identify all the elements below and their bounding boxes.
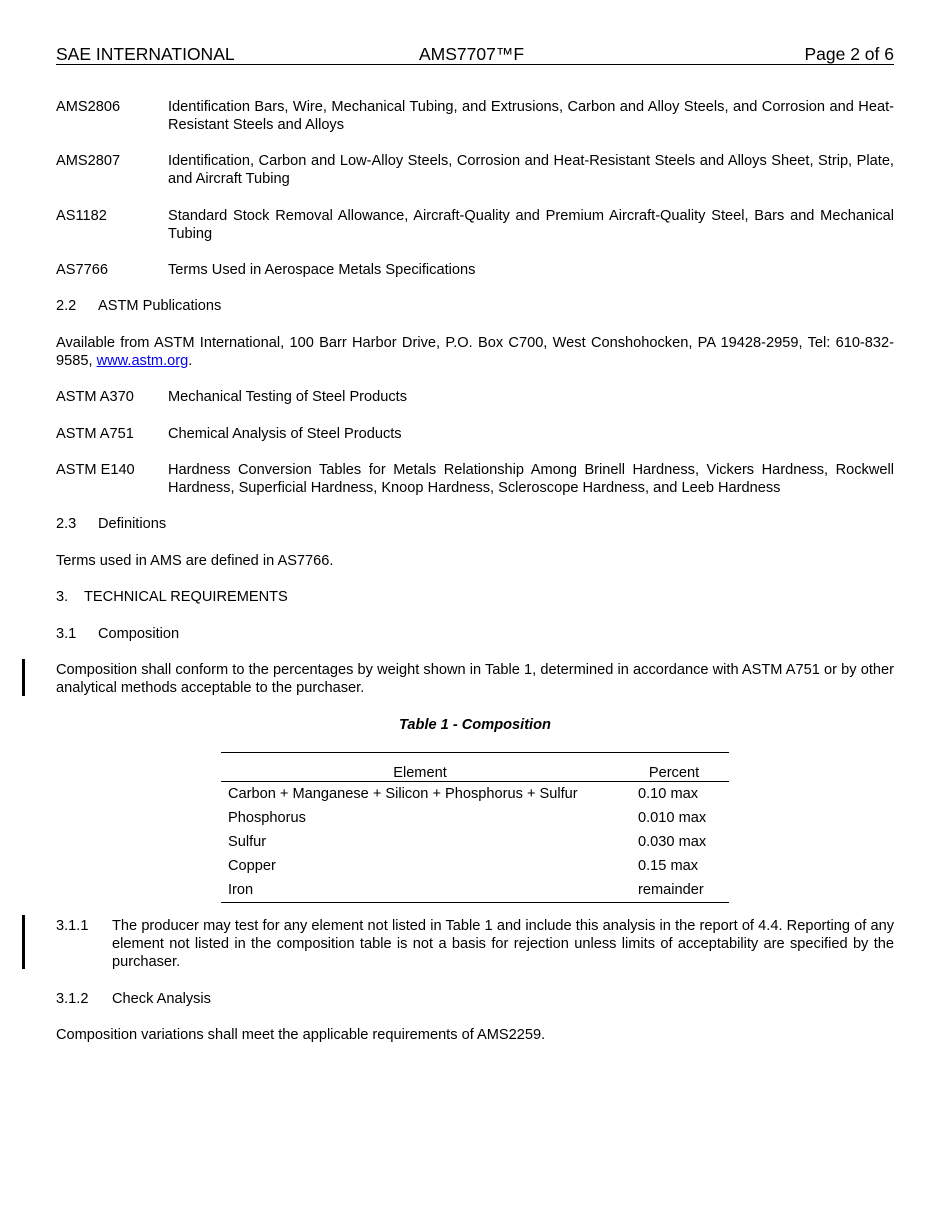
composition-paragraph: Composition shall conform to the percentages by weight shown in Table 1, determined in accordance with ASTM A751 or by other analytical methods acceptable to the purchaser. — [56, 662, 894, 696]
section-number: 3.1.2 — [56, 991, 89, 1007]
percent-cell: 0.010 max — [638, 810, 707, 826]
reference-entry — [56, 261, 894, 279]
astm-availability-paragraph — [56, 334, 894, 370]
reference-code: ASTM E140 — [56, 462, 135, 478]
section-number: 3. — [56, 589, 69, 605]
table-row — [221, 854, 729, 878]
reference-title: Identification Bars, Wire, Mechanical Tubing, and Extrusions, Carbon and Alloy Steels, and Corrosion and Heat-Resistant Steels and Alloys — [168, 99, 894, 133]
element-cell: Copper — [228, 858, 276, 874]
table-header-row — [221, 753, 729, 782]
section-number: 2.2 — [56, 298, 77, 314]
astm-website-link[interactable]: www.astm.org — [96, 353, 189, 369]
reference-entry — [56, 207, 894, 243]
reference-entry — [56, 152, 894, 188]
reference-code: AMS2807 — [56, 153, 121, 169]
percent-cell: 0.030 max — [638, 834, 707, 850]
section-heading-2-2 — [56, 297, 894, 315]
section-heading-2-3 — [56, 515, 894, 533]
reference-code: ASTM A751 — [56, 426, 134, 442]
change-bar-3-1 — [22, 659, 25, 696]
reference-title: Standard Stock Removal Allowance, Aircraft-Quality and Premium Aircraft-Quality Steel, Bars and Mechanical Tubing — [168, 208, 894, 242]
section-title: Definitions — [98, 516, 167, 532]
section-heading-3 — [56, 588, 894, 606]
reference-entry — [56, 461, 894, 497]
percent-cell: remainder — [619, 878, 729, 903]
table-row — [221, 782, 729, 807]
column-header-element: Element — [221, 753, 619, 782]
table-row — [221, 830, 729, 854]
reference-code: AMS2806 — [56, 99, 121, 115]
column-header-percent: Percent — [619, 753, 729, 782]
page-header — [56, 44, 894, 65]
element-cell: Carbon + Manganese + Silicon + Phosphorus + Sulfur — [228, 786, 578, 802]
section-title: ASTM Publications — [98, 298, 222, 314]
section-number: 3.1 — [56, 626, 77, 642]
section-text: The producer may test for any element not listed in Table 1 and include this analysis in the report of 4.4. Reporting of any element not listed in the composition table is not a basis for rejection unless limits of acceptability are specified by the purchaser. — [112, 918, 894, 970]
reference-entry — [56, 98, 894, 134]
element-cell: Phosphorus — [228, 810, 306, 826]
reference-code: AS1182 — [56, 208, 107, 224]
composition-table — [221, 752, 729, 903]
table-row — [221, 806, 729, 830]
header-page-number: Page 2 of 6 — [804, 44, 894, 64]
element-cell: Iron — [221, 878, 619, 903]
reference-title: Identification, Carbon and Low-Alloy Steels, Corrosion and Heat-Resistant Steels and Alloys Sheet, Strip, Plate, and Aircraft Tubing — [168, 153, 894, 187]
element-cell: Sulfur — [228, 834, 267, 850]
availability-trailing: . — [188, 353, 193, 369]
percent-cell: 0.10 max — [638, 786, 699, 802]
reference-title: Chemical Analysis of Steel Products — [168, 426, 402, 442]
check-analysis-paragraph: Composition variations shall meet the applicable requirements of AMS2259. — [56, 1027, 546, 1043]
section-heading-3-1-2 — [56, 990, 894, 1008]
change-bar-3-1-1 — [22, 915, 25, 969]
reference-code: ASTM A370 — [56, 389, 134, 405]
reference-code: AS7766 — [56, 262, 108, 278]
definitions-paragraph: Terms used in AMS are defined in AS7766. — [56, 553, 334, 569]
header-document-id: AMS7707™F — [419, 44, 525, 64]
reference-entry — [56, 425, 894, 443]
reference-title: Mechanical Testing of Steel Products — [168, 389, 408, 405]
reference-title: Terms Used in Aerospace Metals Specifications — [168, 262, 476, 278]
availability-text: Available from ASTM International, 100 Barr Harbor Drive, P.O. Box C700, West Conshohocken, PA 19428-2959, Tel: 610-832-9585, — [56, 335, 894, 369]
section-heading-3-1 — [56, 625, 894, 643]
header-organization: SAE INTERNATIONAL — [56, 44, 235, 64]
table-row — [221, 878, 729, 903]
section-number: 3.1.1 — [56, 918, 89, 934]
section-3-1-1 — [56, 917, 894, 971]
table-caption: Table 1 - Composition — [399, 717, 551, 733]
reference-entry — [56, 388, 894, 406]
section-title: Composition — [98, 626, 180, 642]
section-number: 2.3 — [56, 516, 77, 532]
section-title: Check Analysis — [112, 991, 211, 1007]
percent-cell: 0.15 max — [638, 858, 699, 874]
section-title: TECHNICAL REQUIREMENTS — [84, 589, 288, 605]
reference-title: Hardness Conversion Tables for Metals Relationship Among Brinell Hardness, Vickers Hardness, Rockwell Hardness, Superficial Hardness, Knoop Hardness, Scleroscope Hardness, and Leeb Hardness — [168, 462, 894, 496]
